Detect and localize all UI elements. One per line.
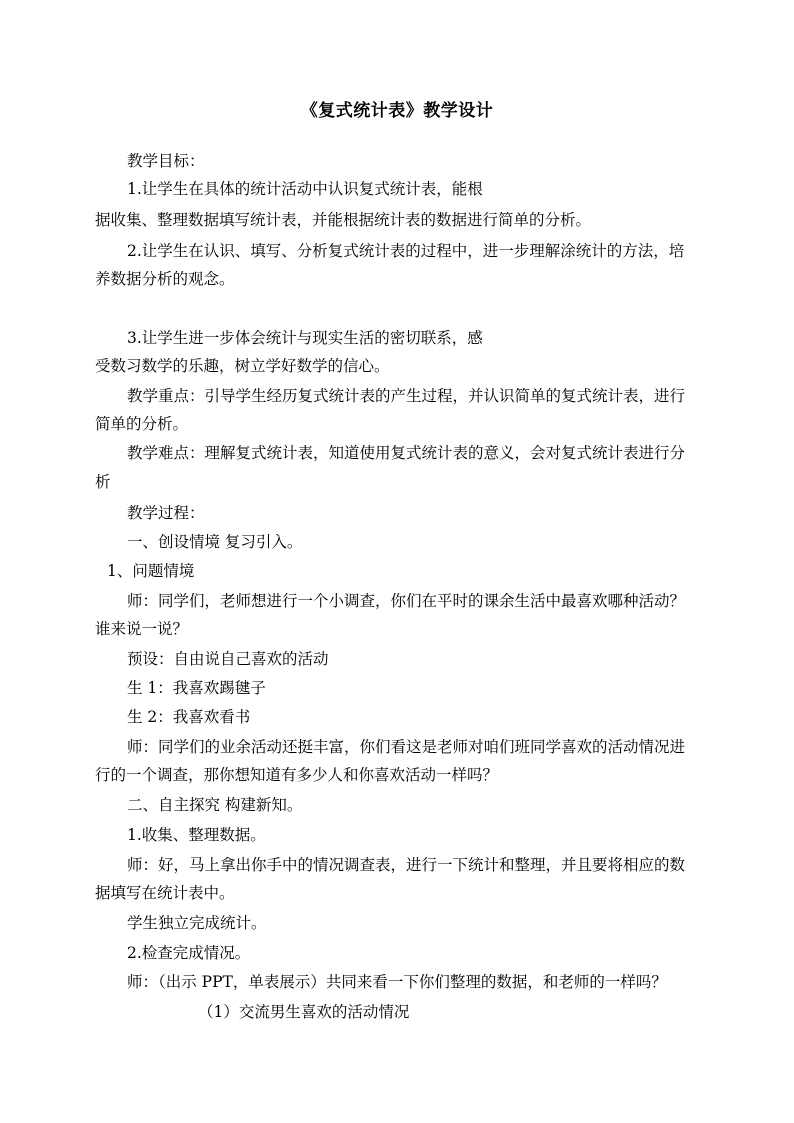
paragraph-line: 学生独立完成统计。 [127,914,267,932]
section-heading: 一、创设情境 复习引入。 [127,533,303,551]
paragraph-line: 教学重点：引导学生经历复式统计表的产生过程，并认识简单的复式统计表，进行 [127,387,686,405]
paragraph-line: 3.让学生进一步体会统计与现实生活的密切联系，感 [127,329,483,347]
paragraph-line: 据收集、整理数据填写统计表，并能根据统计表的数据进行简单的分析。 [95,211,592,229]
paragraph-line: 简单的分析。 [95,415,189,433]
paragraph-line: 教学目标： [127,152,205,170]
list-item: （1）交流男生喜欢的活动情况 [198,1003,410,1021]
paragraph-line: 教学过程： [127,504,205,522]
paragraph-line: 谁来说一说？ [95,620,189,638]
subsection-heading: 1、问题情境 [107,562,195,580]
paragraph-line: 养数据分析的观念。 [95,270,235,288]
paragraph-line: 教学难点：理解复式统计表，知道使用复式统计表的意义，会对复式统计表进行分 [127,444,686,462]
paragraph-line: 2.让学生在认识、填写、分析复式统计表的过程中，进一步理解涂统计的方法，培 [127,242,685,260]
paragraph-line: 师：（出示 PPT，单表展示）共同来看一下你们整理的数据，和老师的一样吗？ [127,973,667,991]
paragraph-line: 师：同学们的业余活动还挺丰富，你们看这是老师对咱们班同学喜欢的活动情况进 [127,738,686,756]
paragraph-line: 行的一个调查，那你想知道有多少人和你喜欢活动一样吗？ [95,766,499,784]
subsection-heading: 2.检查完成情况。 [127,944,251,962]
paragraph-line: 生 2：我喜欢看书 [127,708,251,726]
section-heading: 二、自主探究 构建新知。 [127,796,303,814]
paragraph-line: 师：同学们，老师想进行一个小调查，你们在平时的课余生活中最喜欢哪种活动？ [127,592,686,610]
paragraph-line: 受数习数学的乐趣，树立学好数学的信心。 [95,357,390,375]
document-title: 《复式统计表》教学设计 [300,101,494,121]
paragraph-line: 1.让学生在具体的统计活动中认识复式统计表，能根 [127,180,483,198]
paragraph-line: 预设：自由说自己喜欢的活动 [127,650,329,668]
paragraph-line: 生 1：我喜欢踢毽子 [127,679,266,697]
paragraph-line: 据填写在统计表中。 [95,884,235,902]
paragraph-line: 师：好，马上拿出你手中的情况调查表，进行一下统计和整理，并且要将相应的数 [127,856,686,874]
subsection-heading: 1.收集、整理数据。 [127,826,266,844]
paragraph-line: 析 [95,473,111,491]
